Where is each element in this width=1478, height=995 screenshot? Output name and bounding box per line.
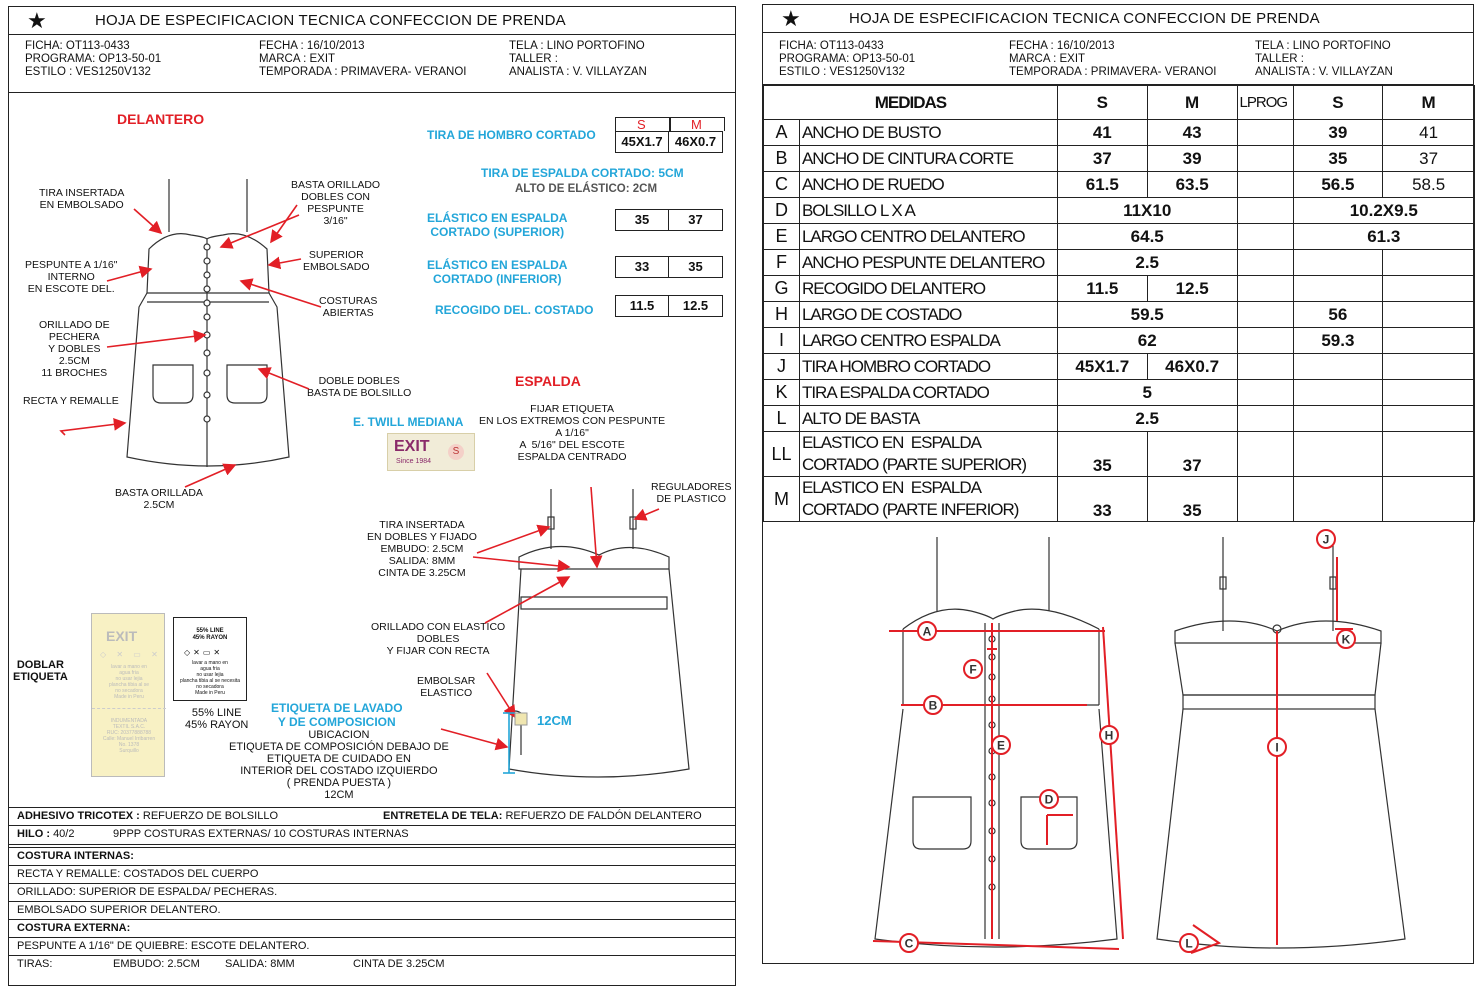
divider [669, 117, 671, 131]
svg-text:H: H [1104, 728, 1114, 743]
row-description: LARGO CENTRO ESPALDA [799, 328, 1057, 354]
sheet-title: HOJA DE ESPECIFICACION TECNICA CONFECCION DE PRENDA [849, 10, 1320, 27]
callout-arrows [61, 205, 659, 747]
composition-text: 55% LINE 45% RAYON [185, 707, 249, 731]
estilo: ESTILO : VES1250V132 [779, 66, 905, 78]
label-placement [515, 713, 527, 725]
value-prog [1237, 380, 1293, 406]
espalda-title: ESPALDA [515, 373, 581, 389]
value-prog [1237, 146, 1293, 172]
note-reguladores: REGULADORES DE PLASTICO [651, 481, 732, 505]
note-basta-orillada: BASTA ORILLADA 2.5CM [115, 487, 203, 511]
ficha: FICHA: OT113-0433 [779, 40, 884, 52]
tiras-key: TIRAS: [17, 958, 53, 970]
spec-label-elastico-inf: ELÁSTICO EN ESPALDA CORTADO (INFERIOR) [427, 258, 568, 286]
sheet-header [763, 5, 1473, 33]
value-prog [1237, 302, 1293, 328]
tiras-embudo: EMBUDO: 2.5CM [113, 958, 200, 970]
value-prog [1237, 250, 1293, 276]
value-s-m: 62 [1057, 328, 1237, 354]
temporada: TEMPORADA : PRIMAVERA- VERANOI [259, 66, 467, 78]
value-prog [1237, 120, 1293, 146]
value-m: 43 [1147, 120, 1237, 146]
measure-point-f [964, 660, 982, 678]
measure-point-h [1100, 726, 1118, 744]
row-description: ANCHO DE CINTURA CORTE [799, 146, 1057, 172]
note-tira-insertada: TIRA INSERTADA EN EMBOLSADO [39, 187, 125, 211]
front-dress [127, 179, 289, 467]
row-description: ANCHO DE BUSTO [799, 120, 1057, 146]
table-row [764, 380, 1475, 406]
th-m2: M [1383, 86, 1475, 120]
note-recta: RECTA Y REMALLE [23, 395, 119, 407]
taller: TALLER : [509, 53, 558, 65]
value-prog [1237, 224, 1293, 250]
note-orillado-pechera: ORILLADO DE PECHERA Y DOBLES 2.5CM 11 BROCHES [39, 319, 110, 379]
tela: TELA : LINO PORTOFINO [1255, 40, 1391, 52]
table-row [764, 146, 1475, 172]
table-row [764, 250, 1475, 276]
value-m: 12.5 [1147, 276, 1237, 302]
row-key: E [764, 224, 800, 250]
table-header-row [764, 86, 1475, 120]
comp-icons: ◇✕▭✕ [184, 648, 224, 657]
spec-s: 11.5 [616, 296, 669, 316]
left-spec-sheet [8, 6, 736, 986]
value-m2 [1383, 250, 1475, 276]
table-row [764, 477, 1475, 522]
tiras-salida: SALIDA: 8MM [225, 958, 295, 970]
value-prog [1237, 172, 1293, 198]
star-icon: ★ [27, 8, 47, 33]
care-address: INDUMENTADA TEXTIL S.A.C. RUC: 20377888788 Calle: Manuel Irribarren No. 1378 Surquillo [102, 718, 156, 754]
value-s: 37 [1057, 146, 1147, 172]
value-s-m: 59.5 [1057, 302, 1237, 328]
entretela-key: ENTRETELA DE TELA: [383, 810, 503, 822]
th-medidas: MEDIDAS [764, 86, 1058, 120]
size-tag: S [448, 444, 464, 460]
value-s2 [1293, 406, 1383, 432]
brand-exit: EXIT [394, 438, 430, 455]
value-prog [1237, 354, 1293, 380]
table-row [764, 276, 1475, 302]
value-m2 [1383, 302, 1475, 328]
value-m: 46X0.7 [1147, 354, 1237, 380]
note-tira-insertada-esp: TIRA INSERTADA EN DOBLES Y FIJADO EMBUDO: 2.5CM SALIDA: 8MM CINTA DE 3.25CM [367, 519, 477, 579]
value-s2 [1293, 380, 1383, 406]
spec-s: 33 [616, 257, 669, 277]
row-description: TIRA ESPALDA CORTADO [799, 380, 1057, 406]
value-m2: 37 [1383, 146, 1475, 172]
info-block [9, 35, 735, 93]
measure-point-e [992, 736, 1010, 754]
table-row [764, 354, 1475, 380]
alto-elastico-label: ALTO DE ELÁSTICO: 2CM [515, 183, 658, 195]
star-icon: ★ [781, 6, 801, 31]
value-m2 [1383, 477, 1475, 522]
value-s-m: 11X10 [1057, 198, 1237, 224]
etiqueta-title: ETIQUETA DE LAVADO Y DE COMPOSICION [271, 701, 403, 729]
spec-m: 12.5 [682, 298, 709, 313]
value-s2: 56 [1293, 302, 1383, 328]
costura-int-3: EMBOLSADO SUPERIOR DELANTERO. [9, 901, 735, 919]
row-description: BOLSILLO L X A [799, 198, 1057, 224]
spec-label-recogido: RECOGIDO DEL. COSTADO [435, 303, 594, 317]
value-s2-m2: 10.2X9.5 [1293, 198, 1475, 224]
spec-s: 35 [616, 210, 669, 230]
row-key: M [764, 477, 800, 522]
note-orillado-elastico: ORILLADO CON ELASTICO DOBLES Y FIJAR CON RECTA [371, 621, 506, 657]
row-key: J [764, 354, 800, 380]
value-m2 [1383, 380, 1475, 406]
row-description: ELASTICO EN ESPALDA CORTADO (PARTE SUPERIOR) [799, 432, 1057, 477]
analista: ANALISTA : V. VILLAYZAN [1255, 66, 1393, 78]
value-s: 61.5 [1057, 172, 1147, 198]
value-prog [1237, 432, 1293, 477]
note-pespunte: PESPUNTE A 1/16" INTERNO EN ESCOTE DEL. [25, 259, 118, 295]
costura-ext-1: PESPUNTE A 1/16" DE QUIEBRE: ESCOTE DELANTERO. [9, 937, 735, 955]
th-s: S [1057, 86, 1147, 120]
note-doble-dobles: DOBLE DOBLES BASTA DE BOLSILLO [307, 375, 412, 399]
value-m2 [1383, 328, 1475, 354]
table-row [764, 328, 1475, 354]
footer-adhesivo [9, 807, 735, 825]
fecha: FECHA : 16/10/2013 [1009, 40, 1115, 52]
svg-text:A: A [922, 624, 932, 639]
costura-internas-title: COSTURA INTERNAS: [9, 847, 735, 865]
costura-externa-title: COSTURA EXTERNA: [9, 919, 735, 937]
svg-text:F: F [969, 662, 977, 677]
size-s-header: S [637, 117, 646, 132]
row-key: C [764, 172, 800, 198]
measure-point-d [1040, 790, 1058, 808]
programa: PROGRAMA: OP13-50-01 [779, 53, 916, 65]
brand-since: Since 1984 [396, 458, 432, 465]
value-m2 [1383, 354, 1475, 380]
entretela-value: REFUERZO DE FALDÓN DELANTERO [505, 810, 702, 822]
measure-point-a [918, 622, 936, 640]
value-m: 39 [1147, 146, 1237, 172]
doblar-etiqueta: DOBLAR ETIQUETA [13, 659, 68, 683]
spec-box-tira-hombro [615, 131, 723, 153]
th-prog: LPROG [1237, 86, 1293, 120]
marca: MARCA : EXIT [259, 53, 336, 65]
size-m-header: M [691, 117, 702, 132]
value-s2-m2: 61.3 [1293, 224, 1475, 250]
analista: ANALISTA : V. VILLAYZAN [509, 66, 647, 78]
measure-point-l [1180, 934, 1198, 952]
value-m2 [1383, 276, 1475, 302]
measure-point-b [924, 696, 942, 714]
svg-text:J: J [1322, 532, 1330, 547]
value-s2: 56.5 [1293, 172, 1383, 198]
spec-label-tira-hombro: TIRA DE HOMBRO CORTADO [427, 128, 596, 142]
footer-hilo [9, 825, 735, 845]
row-key: L [764, 406, 800, 432]
spec-m: 37 [688, 212, 703, 227]
fecha: FECHA : 16/10/2013 [259, 40, 365, 52]
costura-int-2: ORILLADO: SUPERIOR DE ESPALDA/ PECHERAS. [9, 883, 735, 901]
value-s-m: 2.5 [1057, 406, 1237, 432]
row-description: LARGO DE COSTADO [799, 302, 1057, 328]
spec-label-elastico-sup: ELÁSTICO EN ESPALDA CORTADO (SUPERIOR) [427, 211, 568, 239]
th-m: M [1147, 86, 1237, 120]
value-s-m: 2.5 [1057, 250, 1237, 276]
twelve-cm-marker [503, 713, 515, 773]
value-s2 [1293, 250, 1383, 276]
delantero-title: DELANTERO [117, 111, 205, 127]
value-m2 [1383, 406, 1475, 432]
tira-espalda-label: TIRA DE ESPALDA CORTADO: 5CM [481, 166, 684, 180]
marca: MARCA : EXIT [1009, 53, 1086, 65]
estilo: ESTILO : VES1250V132 [25, 66, 151, 78]
value-s2 [1293, 276, 1383, 302]
comp-care: lavar a mano en agua fria no usar lejia plancha tibia al se necesita no secadora Made in Peru [179, 660, 241, 696]
value-m: 35 [1147, 477, 1237, 522]
th-s2: S [1293, 86, 1383, 120]
comp-small: 55% LINE 45% RAYON [192, 628, 228, 641]
tiras-cinta: CINTA DE 3.25CM [353, 958, 445, 970]
taller: TALLER : [1255, 53, 1304, 65]
value-prog [1237, 406, 1293, 432]
care-brand: EXIT [106, 628, 138, 644]
value-s-m: 5 [1057, 380, 1237, 406]
value-s: 35 [1057, 432, 1147, 477]
row-key: I [764, 328, 800, 354]
svg-text:D: D [1044, 792, 1054, 807]
svg-text:E: E [996, 738, 1006, 753]
measurement-table [763, 85, 1475, 522]
measure-point-c [900, 934, 918, 952]
svg-text:I: I [1275, 740, 1279, 755]
sheet-header [9, 7, 735, 35]
table-row [764, 198, 1475, 224]
measure-point-k [1337, 630, 1355, 648]
technical-drawings [763, 519, 1475, 965]
row-description: RECOGIDO DELANTERO [799, 276, 1057, 302]
table-row [764, 172, 1475, 198]
svg-text:C: C [904, 936, 914, 951]
value-prog [1237, 276, 1293, 302]
row-key: G [764, 276, 800, 302]
svg-text:B: B [928, 698, 938, 713]
row-description: ELASTICO EN ESPALDA CORTADO (PARTE INFERIOR) [799, 477, 1057, 522]
garment-drawings [9, 157, 739, 797]
row-key: A [764, 120, 800, 146]
value-s2 [1293, 432, 1383, 477]
row-key: H [764, 302, 800, 328]
value-m2 [1383, 432, 1475, 477]
value-m: 63.5 [1147, 172, 1237, 198]
measure-point-j [1317, 530, 1335, 548]
adhesivo-value: REFUERZO DE BOLSILLO [142, 810, 278, 822]
footer-tiras [9, 955, 735, 977]
svg-text:K: K [1341, 632, 1351, 647]
value-s: 41 [1057, 120, 1147, 146]
value-s2 [1293, 477, 1383, 522]
value-s2 [1293, 354, 1383, 380]
ficha: FICHA: OT113-0433 [25, 40, 130, 52]
spec-m: 46X0.7 [674, 134, 717, 149]
hilo-detail: 9PPP COSTURAS EXTERNAS/ 10 COSTURAS INTERNAS [113, 828, 409, 840]
table-row [764, 302, 1475, 328]
adhesivo-key: ADHESIVO TRICOTEX : [17, 810, 140, 822]
spec-s: 45X1.7 [616, 132, 669, 152]
row-key: B [764, 146, 800, 172]
value-s2: 59.3 [1293, 328, 1383, 354]
value-s2: 39 [1293, 120, 1383, 146]
value-prog [1237, 198, 1293, 224]
spec-m: 35 [688, 259, 703, 274]
table-row [764, 406, 1475, 432]
row-description: TIRA HOMBRO CORTADO [799, 354, 1057, 380]
row-description: ALTO DE BASTA [799, 406, 1057, 432]
value-s: 33 [1057, 477, 1147, 522]
programa: PROGRAMA: OP13-50-01 [25, 53, 162, 65]
row-description: LARGO CENTRO DELANTERO [799, 224, 1057, 250]
sheet-title: HOJA DE ESPECIFICACION TECNICA CONFECCION DE PRENDA [95, 12, 566, 29]
svg-text:L: L [1185, 936, 1193, 951]
note-fijar: FIJAR ETIQUETA EN LOS EXTREMOS CON PESPUNTE A 1/16" A 5/16" DEL ESCOTE ESPALDA CENTRADO [479, 403, 666, 463]
value-s: 45X1.7 [1057, 354, 1147, 380]
value-s: 11.5 [1057, 276, 1147, 302]
row-key: F [764, 250, 800, 276]
row-key: K [764, 380, 800, 406]
value-m2: 41 [1383, 120, 1475, 146]
care-icons: ◇ ✕ ▭ ✕ [100, 650, 162, 659]
table-row [764, 120, 1475, 146]
value-prog [1237, 477, 1293, 522]
temporada: TEMPORADA : PRIMAVERA- VERANOI [1009, 66, 1217, 78]
row-key: D [764, 198, 800, 224]
hilo-value: 40/2 [53, 828, 75, 840]
row-description: ANCHO DE RUEDO [799, 172, 1057, 198]
table-row [764, 224, 1475, 250]
note-12cm: 12CM [537, 713, 572, 728]
right-spec-sheet [762, 4, 1474, 964]
table-row [764, 432, 1475, 477]
value-s-m: 64.5 [1057, 224, 1237, 250]
note-superior: SUPERIOR EMBOLSADO [303, 249, 370, 273]
value-s2: 35 [1293, 146, 1383, 172]
value-m: 37 [1147, 432, 1237, 477]
care-text: lavar a mano en agua fria no usar lejia plancha tibia al se no secadora Made in Peru [108, 664, 150, 700]
hilo-key: HILO : [17, 828, 50, 840]
value-m2: 58.5 [1383, 172, 1475, 198]
tela: TELA : LINO PORTOFINO [509, 40, 645, 52]
value-prog [1237, 328, 1293, 354]
row-key: LL [764, 432, 800, 477]
measure-point-i [1268, 738, 1286, 756]
note-costuras: COSTURAS ABIERTAS [319, 295, 378, 319]
info-block [763, 33, 1473, 85]
note-embolsar: EMBOLSAR ELASTICO [417, 675, 476, 699]
note-basta-orillado: BASTA ORILLADO DOBLES CON PESPUNTE 3/16" [291, 179, 381, 227]
row-description: ANCHO PESPUNTE DELANTERO [799, 250, 1057, 276]
etiqueta-text: UBICACION ETIQUETA DE COMPOSICIÓN DEBAJO DE ETIQUETA DE CUIDADO EN INTERIOR DEL COSTADO IZQUIERDO ( PRENDA PUESTA ) 12CM [229, 729, 449, 801]
costura-int-1: RECTA Y REMALLE: COSTADOS DEL CUERPO [9, 865, 735, 883]
note-twill: E. TWILL MEDIANA [353, 415, 464, 429]
